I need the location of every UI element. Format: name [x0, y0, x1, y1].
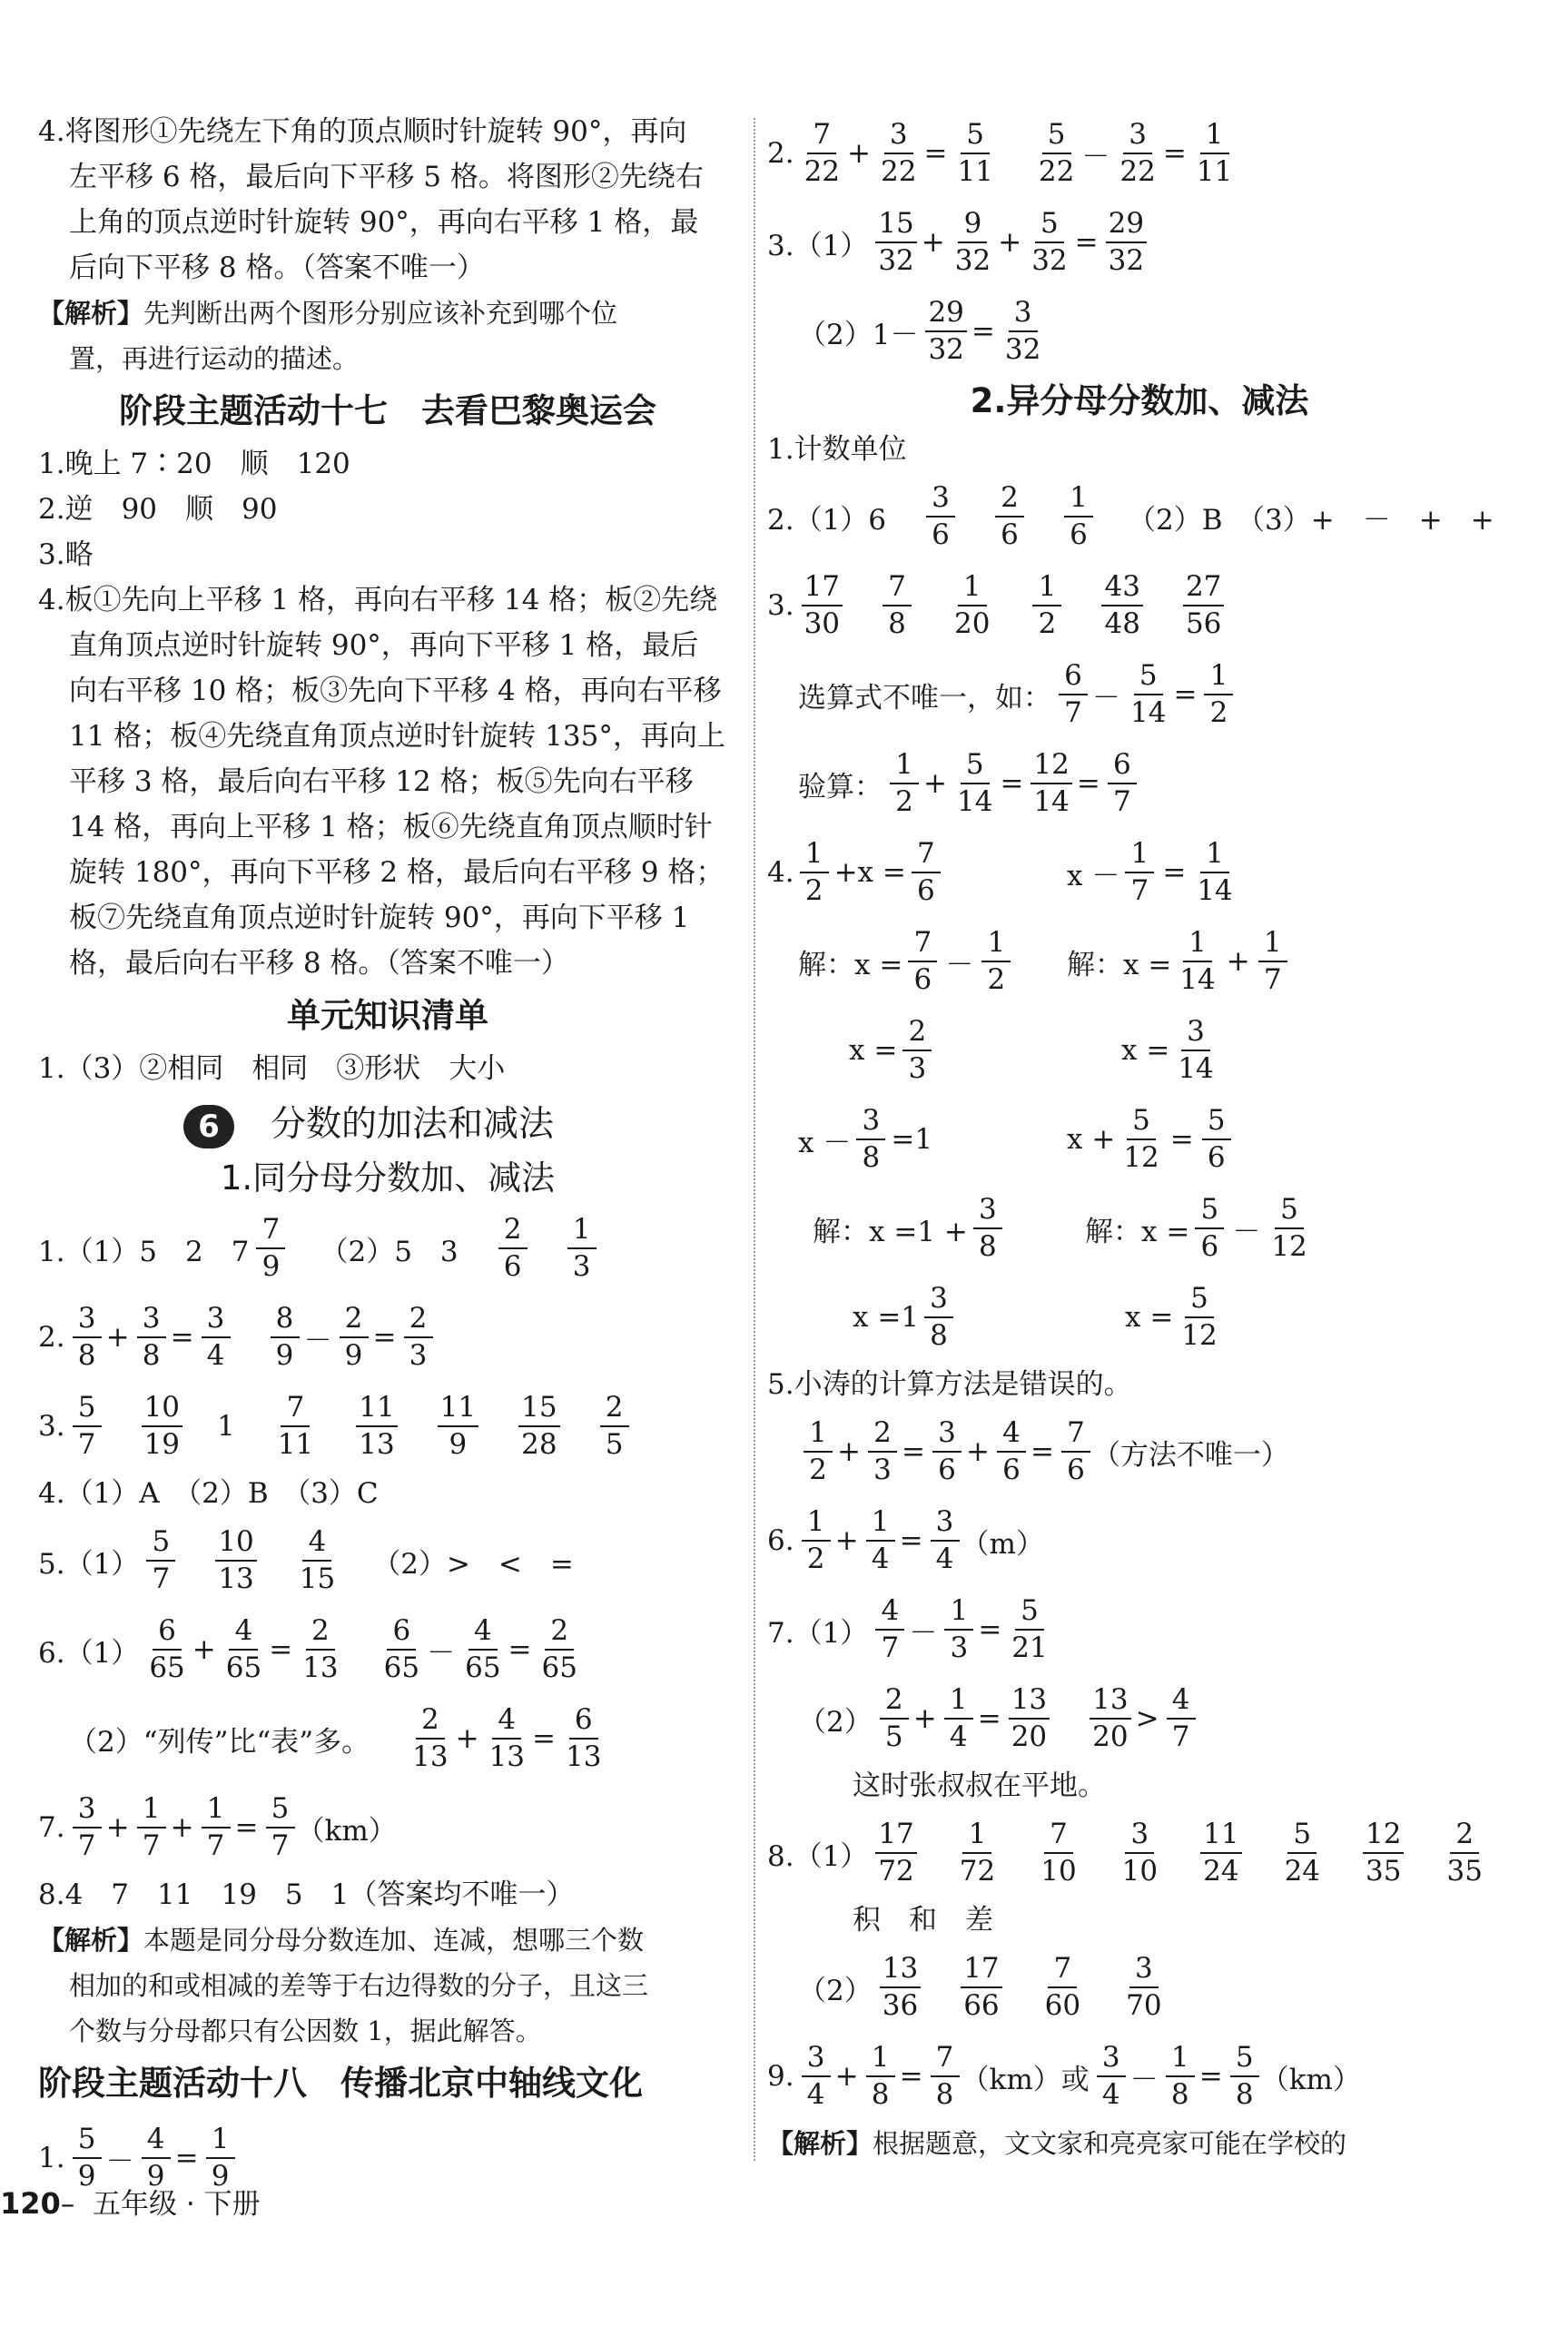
fraction: $\frac{7}{60}$ [1044, 1952, 1081, 2022]
activity17-title: 阶段主题活动十七 去看巴黎奥运会 [119, 391, 656, 430]
fraction: $\frac{3}{4}$ [931, 1508, 960, 1573]
fraction: $\frac{13}{20}$ [1009, 1686, 1050, 1751]
fraction: $\frac{1}{3}$ [944, 1597, 973, 1662]
fraction: $\frac{2}{35}$ [1446, 1818, 1483, 1888]
fraction: $\frac{17}{66}$ [961, 1955, 1001, 2020]
section1-title: 1.同分母分数加、减法 [220, 1158, 556, 1198]
r2-q7c: 这时张叔叔在平地。 [853, 1769, 1106, 1802]
fraction: $\frac{3}{6}$ [932, 1419, 962, 1484]
fraction: $\frac{3}{10}$ [1121, 1818, 1159, 1888]
activity17-a2: 2.逆 90 顺 90 [38, 493, 278, 526]
r2-q3b: 验算： $\frac{1}{2}$ + $\frac{5}{14}$ = $\frac{12}{14}$ = $\frac{6}{7}$ [767, 739, 1512, 828]
r2-q7: 7.（1） $\frac{4}{7}$ － $\frac{1}{3}$ = $\frac{5}{21}$ [767, 1585, 1512, 1674]
fraction: $\frac{5}{14}$ [1130, 659, 1167, 729]
fraction: $\frac{3}{8}$ [73, 1305, 102, 1370]
r2-q4-sol2: 解：x =1 + $\frac{3}{8}$ 解：x = $\frac{5}{6}$ － $\frac{5}{12}$ [767, 1184, 1512, 1273]
fraction: $\frac{2}{13}$ [302, 1614, 339, 1684]
fraction: $\frac{12}{14}$ [1031, 751, 1071, 816]
fraction: $\frac{1}{14}$ [1179, 926, 1216, 996]
r2-q4-x: x = $\frac{2}{3}$ x = $\frac{3}{14}$ [767, 1006, 1512, 1095]
r2-q4-eq2: x － $\frac{3}{8}$ =1 x + $\frac{5}{12}$ = $\frac{5}{6}$ [767, 1095, 1512, 1184]
fraction: $\frac{6}{65}$ [383, 1614, 420, 1684]
fraction: $\frac{1}{4}$ [944, 1686, 973, 1751]
r2-q5b: $\frac{1}{2}$ + $\frac{2}{3}$ = $\frac{3}{6}$ + $\frac{4}{6}$ = $\frac{7}{6}$ （方法不唯一） [767, 1407, 1512, 1496]
fraction: $\frac{15}{32}$ [875, 210, 916, 275]
fraction: $\frac{4}{65}$ [225, 1614, 262, 1684]
fraction: $\frac{5}{6}$ [1202, 1107, 1231, 1172]
fraction: $\frac{1}{2}$ [1032, 573, 1061, 638]
fraction: $\frac{2}{6}$ [995, 484, 1024, 549]
fraction: $\frac{5}{12}$ [1123, 1104, 1159, 1174]
fraction: $\frac{5}{14}$ [956, 748, 993, 818]
page-number: 120 [0, 2186, 61, 2221]
fraction: $\frac{3}{32}$ [1004, 296, 1041, 366]
fraction: $\frac{5}{12}$ [1271, 1193, 1307, 1263]
fraction: $\frac{5}{8}$ [1230, 2044, 1259, 2109]
fraction: $\frac{4}{7}$ [875, 1597, 904, 1662]
unit-list-a1: 1.（3）②相同 相同 ③形状 大小 [38, 1052, 506, 1085]
r-q3: 3.（1） $\frac{15}{32}$ + $\frac{9}{32}$ + $\frac{5}{32}$ = $\frac{29}{32}$ [767, 198, 1512, 287]
fraction: $\frac{3}{14}$ [1178, 1015, 1214, 1085]
fraction: $\frac{29}{32}$ [925, 299, 966, 364]
fraction: $\frac{6}{13}$ [566, 1703, 602, 1773]
fraction: $\frac{4}{15}$ [299, 1525, 336, 1595]
fraction: $\frac{2}{5}$ [880, 1686, 909, 1751]
fraction: $\frac{15}{28}$ [518, 1394, 559, 1459]
r2-q4-x2: x =1 $\frac{3}{8}$ x = $\frac{5}{12}$ [767, 1273, 1512, 1362]
s1-q7: 7. $\frac{3}{7}$ + $\frac{1}{7}$ + $\frac{1}{7}$ = $\frac{5}{7}$ （km） [38, 1792, 397, 1862]
fraction: $\frac{4}{7}$ [1167, 1686, 1196, 1751]
left-q4: 4.将图形①先绕左下角的顶点顺时针旋转 90°，再向 左平移 6 格，最后向下平移 5 格。将图形②先绕右 上角的顶点逆时针旋转 90°，再向右平移 1 格，最 后向下平移 8 格。（答案不唯一） [38, 115, 704, 284]
fraction: $\frac{2}{13}$ [412, 1703, 449, 1773]
fraction: $\frac{5}{32}$ [1031, 207, 1068, 277]
fraction: $\frac{2}{5}$ [600, 1394, 629, 1459]
fraction: $\frac{1}{7}$ [137, 1795, 166, 1860]
fraction: $\frac{13}{36}$ [880, 1955, 921, 2020]
fraction: $\frac{1}{3}$ [567, 1216, 597, 1281]
section2-title: 2.异分母分数加、减法 [970, 381, 1309, 420]
s1-q4: 4.（1）A （2）B （3）C [38, 1477, 379, 1510]
s1-q8: 8.4 7 11 19 5 1（答案均不唯一） [38, 1878, 575, 1911]
fraction: $\frac{2}{65}$ [541, 1614, 577, 1684]
fraction: $\frac{5}{11}$ [957, 118, 993, 188]
fraction: $\frac{1}{2}$ [1204, 662, 1233, 727]
fraction: $\frac{13}{20}$ [1090, 1686, 1130, 1751]
grade-label: 五年级 · 下册 [93, 2188, 261, 2221]
r2-q8w: 积 和 差 [853, 1904, 993, 1937]
fraction: $\frac{3}{22}$ [1119, 118, 1156, 188]
fraction: $\frac{3}{22}$ [881, 118, 917, 188]
fraction: $\frac{12}{35}$ [1363, 1820, 1404, 1886]
fraction: $\frac{2}{6}$ [498, 1216, 528, 1281]
fraction: $\frac{1}{72}$ [959, 1818, 996, 1888]
fraction: $\frac{5}{6}$ [1195, 1196, 1224, 1261]
fraction: $\frac{3}{4}$ [202, 1305, 231, 1370]
r-q2: 2. $\frac{7}{22}$ + $\frac{3}{22}$ = $\frac{5}{11}$ $\frac{5}{22}$ － $\frac{3}{22}$ = $\frac{1}{11}$ [767, 109, 1512, 198]
fraction: $\frac{3}{8}$ [973, 1196, 1002, 1261]
chapter-title: 分数的加法和减法 [271, 1104, 555, 1145]
left-column [38, 109, 737, 2203]
fraction: $\frac{3}{7}$ [73, 1795, 102, 1860]
fraction: $\frac{1}{20}$ [954, 570, 991, 640]
activity17-a3: 3.略 [38, 538, 94, 571]
fraction: $\frac{1}{4}$ [866, 1508, 895, 1573]
fraction: $\frac{17}{72}$ [875, 1820, 916, 1886]
chapter-heading [38, 1097, 737, 1153]
page-footer: 120– 五年级 · 下册 [0, 2186, 261, 2221]
fraction: $\frac{4}{6}$ [997, 1419, 1026, 1484]
fraction: $\frac{43}{48}$ [1101, 573, 1142, 638]
unit-list-title: 单元知识清单 [287, 996, 488, 1035]
fraction: $\frac{11}{9}$ [438, 1394, 478, 1459]
r2-q8: 8.（1） $\frac{17}{72}$ $\frac{1}{72}$ $\frac{7}{10}$ $\frac{3}{10}$ $\frac{11}{24}$ $\frac{5}{24}$ $\frac{12}{35}$ $\frac{2}{35}$ [767, 1809, 1512, 1898]
r2-q1: 1.计数单位 [767, 433, 907, 466]
activity18-q1: 1. $\frac{5}{9}$ － $\frac{4}{9}$ = $\frac{1}{9}$ [38, 2114, 737, 2203]
fraction: $\frac{1}{9}$ [206, 2125, 235, 2191]
r2-q3a: 选算式不唯一，如： $\frac{6}{7}$ － $\frac{5}{14}$ = $\frac{1}{2}$ [767, 650, 1512, 739]
fraction: $\frac{27}{56}$ [1183, 573, 1224, 638]
activity18-title: 阶段主题活动十八 传播北京中轴线文化 [38, 2064, 643, 2103]
fraction: $\frac{3}{8}$ [856, 1107, 885, 1172]
fraction: $\frac{5}{9}$ [73, 2125, 102, 2191]
fraction: $\frac{4}{13}$ [488, 1703, 526, 1773]
r2-q4-eq: 4. $\frac{1}{2}$ +x = $\frac{7}{6}$ x － $\frac{1}{7}$ = $\frac{1}{14}$ [767, 828, 1512, 917]
fraction: $\frac{5}{21}$ [1011, 1594, 1048, 1664]
activity17-a1: 1.晚上 7∶20 顺 120 [38, 448, 350, 480]
fraction: $\frac{7}{6}$ [1061, 1419, 1090, 1484]
r2-q9: 9. $\frac{3}{4}$ + $\frac{1}{8}$ = $\frac{7}{8}$ （km）或 $\frac{3}{4}$ － $\frac{1}{8}$ = $\frac{5}{8}$ （km） [767, 2041, 1361, 2111]
fraction: $\frac{7}{6}$ [908, 929, 937, 994]
fraction: $\frac{6}{7}$ [1108, 751, 1137, 816]
fraction: $\frac{3}{8}$ [137, 1305, 166, 1370]
fraction: $\frac{1}{2}$ [800, 840, 829, 905]
fraction: $\frac{1}{14}$ [1197, 837, 1233, 907]
s1-q1: 1.（1）5 2 7 $\frac{7}{9}$ （2）5 3 $\frac{2}{6}$ $\frac{1}{3}$ [38, 1204, 737, 1293]
s1-q8-analysis: 【解析】本题是同分母分数连加、连减，想哪三个数 相加的和或相减的差等于右边得数的分子，且这三 个数与分母都只有公因数 1，据此解答。 [38, 1925, 649, 2046]
fraction: $\frac{17}{30}$ [802, 573, 843, 638]
fraction: $\frac{5}{12}$ [1181, 1282, 1218, 1352]
fraction: $\frac{1}{2}$ [981, 929, 1011, 994]
r2-q6: 6. $\frac{1}{2}$ + $\frac{1}{4}$ = $\frac{3}{4}$ （m） [767, 1505, 1044, 1575]
fraction: $\frac{7}{8}$ [883, 573, 912, 638]
fraction: $\frac{3}{8}$ [924, 1285, 953, 1350]
fraction: $\frac{11}{13}$ [356, 1394, 397, 1459]
fraction: $\frac{3}{4}$ [1097, 2044, 1126, 2109]
fraction: $\frac{7}{9}$ [256, 1216, 285, 1281]
r2-q4-sol: 解：x = $\frac{7}{6}$ － $\frac{1}{2}$ 解：x = $\frac{1}{14}$ + $\frac{1}{7}$ [767, 917, 1512, 1006]
fraction: $\frac{2}{3}$ [404, 1305, 433, 1370]
fraction: $\frac{4}{9}$ [142, 2125, 171, 2191]
fraction: $\frac{6}{7}$ [1059, 662, 1088, 727]
fraction: $\frac{2}{3}$ [868, 1419, 897, 1484]
right-column [767, 109, 1512, 2166]
r2-q3: 3. $\frac{17}{30}$ $\frac{7}{8}$ $\frac{1}{20}$ $\frac{1}{2}$ $\frac{43}{48}$ $\frac{27}{56}$ [767, 561, 1512, 650]
fraction: $\frac{3}{4}$ [802, 2044, 831, 2109]
fraction: $\frac{5}{7}$ [73, 1394, 102, 1459]
r-q3b: （2）1－ $\frac{29}{32}$ = $\frac{3}{32}$ [767, 287, 1512, 376]
r2-q8b: （2） $\frac{13}{36}$ $\frac{17}{66}$ $\frac{7}{60}$ $\frac{3}{70}$ [767, 1943, 1512, 2032]
fraction: $\frac{3}{6}$ [926, 484, 955, 549]
fraction: $\frac{5}{24}$ [1284, 1818, 1321, 1888]
fraction: $\frac{10}{19}$ [142, 1394, 182, 1459]
fraction: $\frac{7}{8}$ [931, 2044, 960, 2109]
r2-q5: 5.小涛的计算方法是错误的。 [767, 1368, 1132, 1401]
column-divider [754, 118, 755, 2161]
fraction: $\frac{11}{24}$ [1200, 1820, 1241, 1886]
s1-q2: 2. $\frac{3}{8}$ + $\frac{3}{8}$ = $\frac{3}{4}$ $\frac{8}{9}$ － $\frac{2}{9}$ = $\frac{2}{3}$ [38, 1293, 737, 1382]
fraction: $\frac{7}{6}$ [912, 840, 941, 905]
fraction: $\frac{5}{7}$ [146, 1528, 175, 1593]
r2-q9-analysis: 【解析】根据题意，文文家和亮亮家可能在学校的 [767, 2128, 1347, 2159]
r2-q2: 2.（1）6 $\frac{3}{6}$ $\frac{2}{6}$ $\frac{1}{6}$ （2）B （3）+ － + + [767, 481, 1494, 551]
fraction: $\frac{5}{7}$ [266, 1795, 295, 1860]
fraction: $\frac{2}{3}$ [902, 1018, 932, 1083]
fraction: $\frac{5}{22}$ [1038, 118, 1075, 188]
fraction: $\frac{1}{8}$ [866, 2044, 895, 2109]
s1-q6b: （2）“列传”比“表”多。 $\frac{2}{13}$ + $\frac{4}{13}$ = $\frac{6}{13}$ [38, 1694, 737, 1783]
fraction: $\frac{6}{65}$ [149, 1614, 185, 1684]
fraction: $\frac{1}{11}$ [1196, 118, 1233, 188]
activity17-a4: 4.板①先向上平移 1 格，再向右平移 14 格；板②先绕 直角顶点逆时针旋转 90°，再向下平移 1 格，最后 向右平移 10 格；板③先向下平移 4 格，再向右平移 11 格；板④先绕直角顶点逆时针旋转 135°，再向上 平移 3 格，最后向右平移 12 格；板⑤先向右平移 14 格，再向上平移 1 格；板⑥先绕直角顶点顺时针 旋转 180°，再向下平移 2 格，最后向右平移 9 格； 板⑦先绕直角顶点逆时针旋转 90°，再向下平移 1 格，最后向右平移 8 格。（答案不唯一） [38, 584, 725, 980]
fraction: $\frac{8}{9}$ [271, 1305, 300, 1370]
s1-q6: 6.（1） $\frac{6}{65}$ + $\frac{4}{65}$ = $\frac{2}{13}$ $\frac{6}{65}$ － $\frac{4}{65}$ = $\frac{2}{65}$ [38, 1605, 737, 1694]
s1-q5: 5.（1） $\frac{5}{7}$ $\frac{10}{13}$ $\frac{4}{15}$ （2）> < = [38, 1525, 574, 1595]
fraction: $\frac{7}{10}$ [1040, 1818, 1077, 1888]
fraction: $\frac{2}{9}$ [340, 1305, 369, 1370]
fraction: $\frac{1}{6}$ [1064, 484, 1093, 549]
fraction: $\frac{1}{2}$ [890, 751, 919, 816]
s1-q3: 3. $\frac{5}{7}$ $\frac{10}{19}$ 1 $\frac{7}{11}$ $\frac{11}{13}$ $\frac{11}{9}$ $\frac{15}{28}$ $\frac{2}{5}$ [38, 1382, 737, 1471]
fraction: $\frac{10}{13}$ [215, 1528, 256, 1593]
chapter-number-badge: 6 [183, 1105, 234, 1148]
fraction: $\frac{9}{32}$ [954, 207, 991, 277]
fraction: $\frac{1}{8}$ [1166, 2044, 1195, 2109]
left-q4-analysis: 【解析】先判断出两个图形分别应该补充到哪个位 置，再进行运动的描述。 [38, 298, 618, 374]
fraction: $\frac{4}{65}$ [465, 1614, 501, 1684]
fraction: $\frac{3}{70}$ [1126, 1952, 1162, 2022]
fraction: $\frac{1}{2}$ [802, 1508, 831, 1573]
fraction: $\frac{29}{32}$ [1106, 210, 1147, 275]
fraction: $\frac{1}{7}$ [1258, 929, 1287, 994]
fraction: $\frac{7}{11}$ [277, 1391, 314, 1461]
fraction: $\frac{7}{22}$ [804, 118, 841, 188]
r2-q7b: （2） $\frac{2}{5}$ + $\frac{1}{4}$ = $\frac{13}{20}$ $\frac{13}{20}$ > $\frac{4}{7}$ [767, 1674, 1512, 1763]
fraction: $\frac{1}{2}$ [804, 1419, 833, 1484]
fraction: $\frac{1}{7}$ [1125, 840, 1154, 905]
fraction: $\frac{1}{7}$ [202, 1795, 231, 1860]
